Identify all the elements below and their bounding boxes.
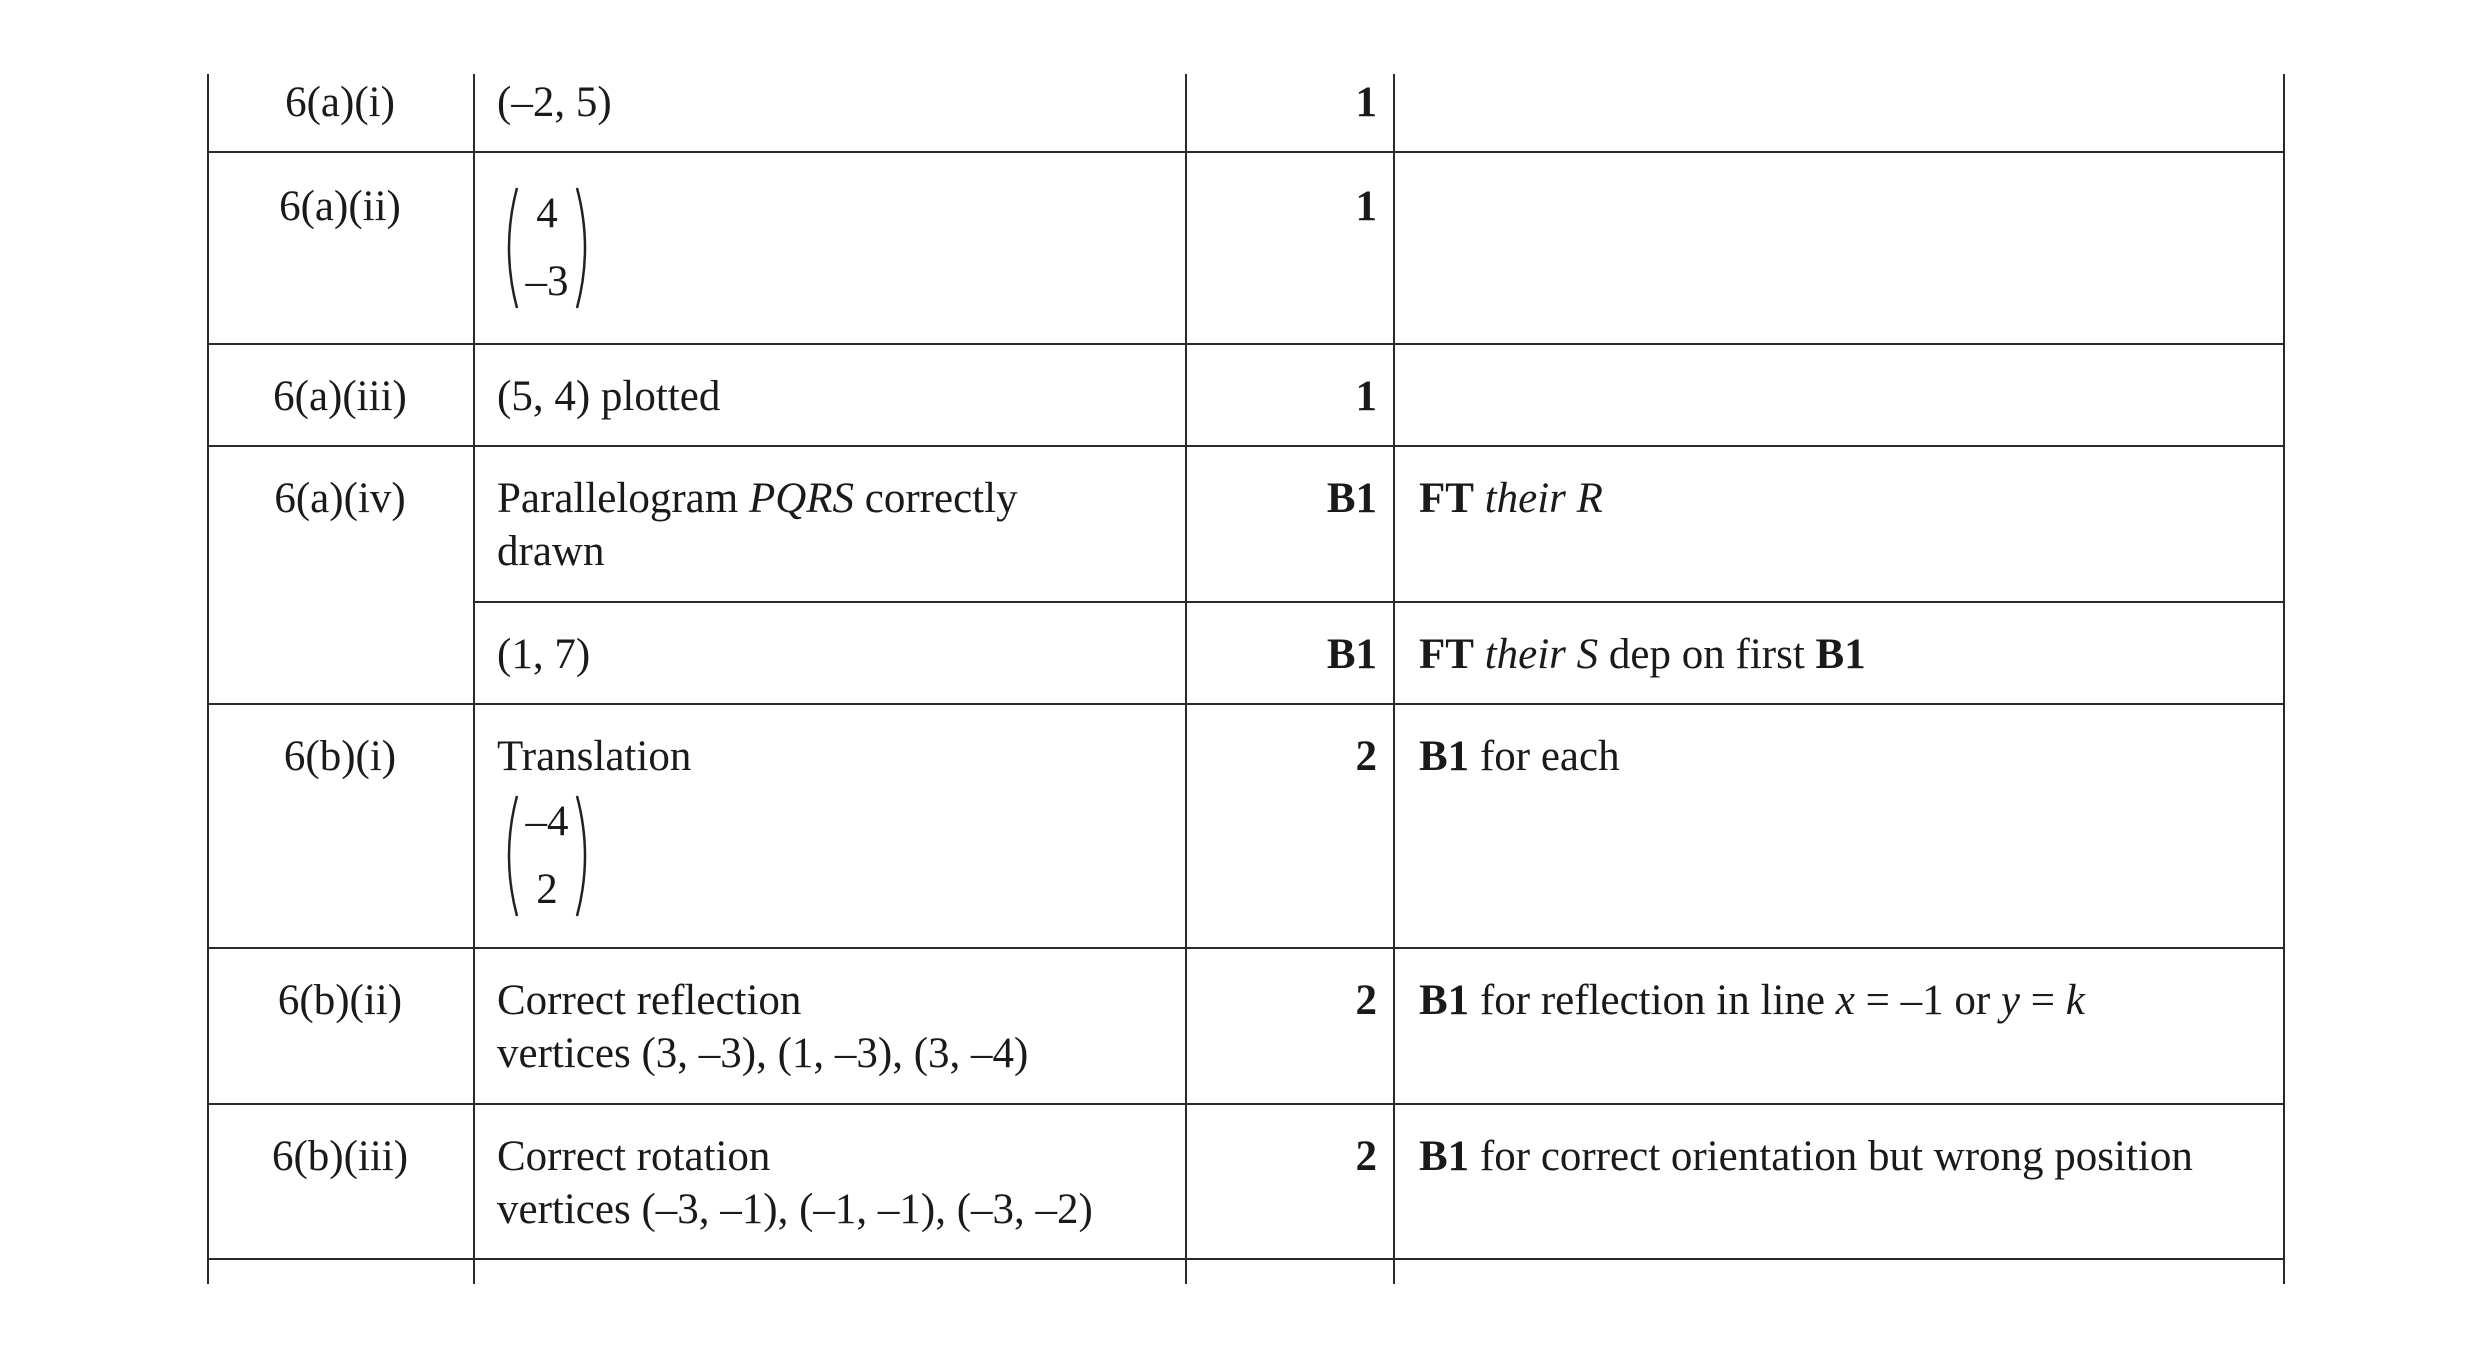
answer-text-line2: vertices (3, –3), (1, –3), (3, –4)	[497, 1030, 1029, 1077]
answer-part: Parallelogram	[497, 475, 749, 522]
marks-value: 2	[1355, 1133, 1377, 1180]
guidance-text	[1419, 472, 1603, 525]
answer-italic: PQRS	[748, 475, 855, 522]
guidance-italic: their S	[1473, 631, 1599, 678]
question-label: 6(a)(iii)	[273, 373, 407, 420]
vector-top: –4	[525, 798, 569, 845]
answer-text-line2: drawn	[497, 528, 605, 575]
guidance-variable: x	[1835, 977, 1855, 1024]
marks-value: 1	[1355, 373, 1377, 420]
column-vector	[497, 184, 597, 312]
vector-bottom: –3	[525, 258, 569, 305]
marks-value: 1	[1355, 79, 1377, 126]
question-label: 6(b)(ii)	[277, 977, 403, 1024]
guidance-plain: for correct orientation but wrong position	[1469, 1133, 2193, 1180]
question-label: 6(a)(iv)	[274, 475, 406, 522]
guidance-text	[1419, 1130, 2193, 1183]
guidance-text	[1419, 730, 1620, 783]
marks-value: B1	[1326, 475, 1377, 522]
row-rule-sub	[473, 601, 2285, 603]
answer-text: (1, 7)	[497, 631, 591, 678]
guidance-italic: their R	[1473, 475, 1603, 522]
guidance-bold: FT	[1419, 631, 1474, 678]
question-label: 6(a)(ii)	[279, 183, 401, 230]
guidance-plain: for reflection in line	[1469, 977, 1836, 1024]
answer-text: Correct rotation	[497, 1133, 771, 1180]
marks-value: B1	[1326, 631, 1377, 678]
guidance-text	[1419, 974, 2085, 1027]
guidance-plain: = –1 or	[1854, 977, 2001, 1024]
guidance-bold: B1	[1419, 1133, 1470, 1180]
guidance-bold: B1	[1419, 977, 1470, 1024]
guidance-bold: FT	[1419, 475, 1474, 522]
marks-value: 2	[1355, 977, 1377, 1024]
guidance-bold: B1	[1419, 733, 1470, 780]
row-rule	[207, 947, 2285, 949]
row-rule	[207, 703, 2285, 705]
guidance-variable: y	[2000, 977, 2021, 1024]
guidance-plain: =	[2020, 977, 2066, 1024]
answer-text-line2: vertices (–3, –1), (–1, –1), (–3, –2)	[497, 1186, 1093, 1233]
vector-top: 4	[536, 190, 558, 237]
answer-text	[497, 472, 1018, 525]
answer-text: (5, 4) plotted	[497, 373, 721, 420]
question-label: 6(b)(iii)	[271, 1133, 409, 1180]
marks-value: 1	[1355, 183, 1377, 230]
column-vector	[497, 792, 597, 920]
guidance-variable: k	[2065, 977, 2085, 1024]
answer-text: Correct reflection	[497, 977, 802, 1024]
row-rule	[207, 343, 2285, 345]
guidance-bold: B1	[1815, 631, 1866, 678]
guidance-plain: for each	[1469, 733, 1620, 780]
question-label: 6(a)(i)	[285, 79, 395, 126]
row-rule	[207, 1258, 2285, 1260]
guidance-plain: dep on first	[1598, 631, 1816, 678]
answer-text: Translation	[497, 733, 692, 780]
marks-value: 2	[1355, 733, 1377, 780]
row-rule	[207, 1103, 2285, 1105]
mark-scheme-table	[207, 74, 2285, 1284]
row-rule	[207, 445, 2285, 447]
question-label: 6(b)(i)	[283, 733, 397, 780]
vector-bottom: 2	[536, 866, 558, 913]
answer-part: correctly	[854, 475, 1018, 522]
guidance-text	[1419, 628, 1866, 681]
answer-text: (–2, 5)	[497, 79, 612, 126]
row-rule	[207, 151, 2285, 153]
